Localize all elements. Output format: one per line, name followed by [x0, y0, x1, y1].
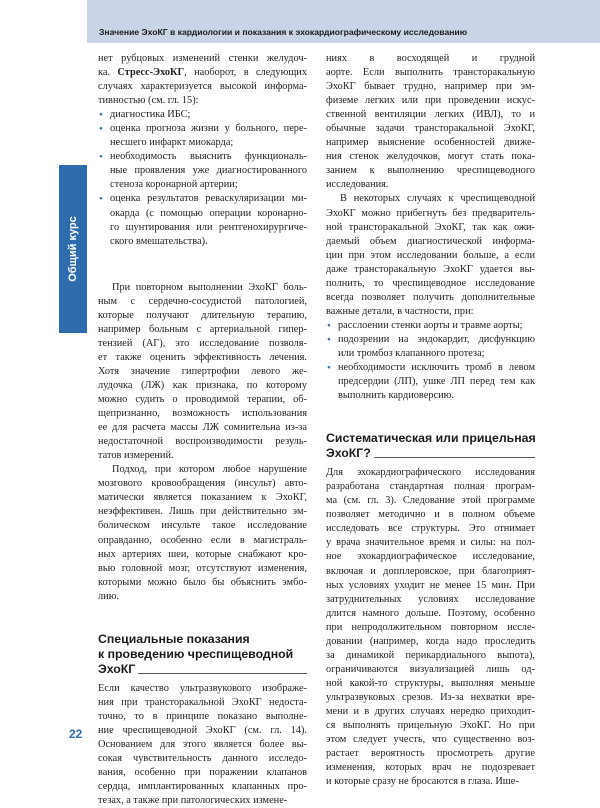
list-item — [98, 150, 307, 192]
text-line: ЭхоКГ можно прибегнуть без предваритель- — [326, 207, 535, 219]
text-line: растает вероятность просмотреть другие — [326, 748, 535, 760]
text-line: матически является показанием к ЭхоКГ, — [98, 492, 307, 504]
text-line: необходимость выяснить функциональ- — [110, 151, 307, 163]
left-column — [98, 52, 307, 808]
text-line: татов измерений. — [98, 450, 174, 462]
bullet-icon: • — [327, 333, 331, 346]
text-line: подозрении на эндокардит, дисфункцию — [338, 333, 535, 345]
text-line: тензией (АГ), это исследование позволя- — [98, 337, 307, 349]
indication-list — [98, 108, 307, 248]
text-line: например выяснение особенностей движе- — [326, 137, 535, 149]
heading-line: Специальные показания — [98, 631, 250, 646]
continued-paragraph — [326, 52, 535, 192]
systematic-paragraph — [326, 466, 535, 789]
text-line: Для эхокардиографического исследования — [326, 467, 535, 479]
bullet-icon: • — [99, 151, 103, 164]
text-line: сердца, имплантированных клапанных про- — [98, 781, 307, 793]
heading-line: Систематическая или прицельная — [326, 431, 536, 446]
intro-paragraph — [98, 52, 307, 108]
heading-rule — [138, 673, 307, 674]
text-line: Подход, при котором любое нарушение — [112, 464, 307, 476]
text-line: точно, то в принципе показано выполне- — [98, 710, 307, 722]
heading-rule — [374, 457, 535, 458]
list-item — [98, 192, 307, 248]
text-line: длится намного дольше. Поэтому, особенно — [326, 607, 535, 619]
text-line: ниях в восходящей и грудной — [326, 53, 535, 64]
list-item — [326, 361, 535, 403]
text-line: занием к выполнению чреспищеводного — [326, 165, 535, 177]
text-line: за динамикой перикардиального выпота), — [326, 649, 535, 661]
text-line: неэффективен. Лишь при действительно эм- — [98, 506, 307, 518]
heading-line — [326, 446, 535, 461]
right-column — [326, 52, 535, 789]
text-line: и которые сразу не бросаются в глаза. Ише- — [326, 776, 519, 788]
text-line: При повторном выполнении ЭхоКГ боль- — [112, 281, 307, 293]
text-line: разработана стандартная полная програм- — [326, 481, 535, 493]
heading-text: ЭхоКГ? — [326, 446, 371, 461]
stroke-paragraph — [98, 463, 307, 603]
text-line: ных артериях шеи, которые снабжают кро- — [98, 548, 307, 560]
text-line: ского вмешательства). — [110, 235, 208, 247]
text-line: болическом инсульте такое исследование — [98, 520, 307, 532]
text-line: нет рубцовых изменений стенки желудоч- — [98, 53, 307, 64]
text-line: ограничиваются визуализацией лишь од- — [326, 663, 535, 675]
list-item — [326, 333, 535, 361]
text-line: полнить, то чреспищеводное исследование — [326, 277, 535, 289]
section-heading-tee — [98, 632, 307, 682]
text-line: ных условиях уходит не менее 15 мин. При — [326, 579, 535, 591]
text-line: важные детали, в частности, при: — [326, 305, 474, 317]
text-line: лудочка (ЛЖ) как признака, по которому — [98, 379, 307, 391]
text-line: оценка прогноза жизни у больного, пере- — [110, 123, 307, 135]
list-item — [326, 319, 535, 333]
text-line: например больным с артериальной гипер- — [98, 323, 307, 335]
text-line: даемый объем диагностической информа- — [326, 235, 535, 247]
text-line: ультразвуковых срезов. Из-за нехватки вре- — [326, 691, 535, 703]
text-line: случаях характеризуется высокой информа- — [98, 81, 307, 93]
text-line: этом следует учесть, что существенно воз- — [326, 734, 535, 746]
tee-without-tte-paragraph — [326, 192, 535, 318]
text-line: ные проявления уже диагностированного — [110, 165, 307, 177]
tee-indication-list — [326, 319, 535, 403]
text-line: лию. — [98, 590, 120, 602]
section-heading-systematic — [326, 431, 535, 466]
text-line: или тромбоз клапанного протеза; — [338, 347, 485, 359]
bullet-icon: • — [99, 109, 103, 122]
text-line: аорте. Если выполнить трансторакальную — [326, 67, 535, 79]
text-line: тивностью (см. гл. 15): — [98, 95, 199, 107]
bullet-icon: • — [99, 193, 103, 206]
text-line: оправданно, особенно если в магистраль- — [98, 534, 307, 546]
text-line: обычные задачи трансторакальной ЭхоКГ, — [326, 123, 535, 135]
list-item — [98, 108, 307, 122]
text-line: всегда позволяет получить дополнительные — [326, 291, 535, 303]
text-line: расслоении стенки аорты и травме аорты; — [338, 319, 523, 331]
text-line: ся выполнять прицельную ЭхоКГ. Но при — [326, 720, 535, 732]
text-line: сокая чувствительность данного исследо- — [98, 752, 307, 764]
text-line: ние чреспищеводной ЭхоКГ (см. гл. 14). — [98, 724, 307, 736]
bullet-icon: • — [327, 319, 331, 332]
text-line: оценка результатов реваскуляризации ми- — [110, 193, 307, 205]
bullet-icon: • — [327, 362, 331, 375]
text-line: ка. Стресс-ЭхоКГ, наоборот, в следующих — [98, 67, 307, 79]
text-line: предсердии (ЛП), ушке ЛП перед тем как — [338, 376, 535, 388]
text-line: физеме легких или при проведении искус- — [326, 95, 535, 107]
text-line: мени и в других случаях нередко приходит- — [326, 705, 535, 717]
text-line: вания, особенно при поражении клапанов — [98, 767, 307, 779]
text-line: необходимости исключить тромб в левом — [338, 362, 535, 374]
list-item — [98, 122, 307, 150]
heading-line: к проведению чреспищеводной — [98, 646, 294, 661]
page-number: 22 — [69, 727, 83, 741]
text-line: Основанием для этого является более вы- — [98, 738, 307, 750]
text-line: щепризнанно, возможность использования — [98, 408, 307, 420]
text-line: исследовать все структуры. Это отнимает — [326, 523, 535, 535]
text-line: ственной вентиляции легких (ИВЛ), то и — [326, 109, 535, 121]
text-line: позволяет методично и в полном объеме — [326, 509, 535, 521]
text-line: ее для расчета массы ЛЖ сомнительна из-за — [98, 422, 307, 434]
text-line: мозгового кровообращения (инсульт) авто- — [98, 478, 307, 490]
text-line: ЭхоКГ бывает трудно, например при эм- — [326, 81, 535, 93]
text-line: можно судить о проводимой терапии, об- — [98, 394, 307, 406]
running-title: Значение ЭхоКГ в кардиологии и показания к эхокардиографическому исследованию — [99, 27, 468, 37]
heading-line — [98, 662, 307, 677]
text-line: у врача значительное время и силы: на пол- — [326, 537, 535, 549]
text-line: ной трансторакальной ЭхоКГ, так как ожи- — [326, 221, 535, 233]
text-line: стеноза коронарной артерии; — [110, 179, 238, 191]
bullet-icon: • — [99, 123, 103, 136]
text-line: ции при этом исследовании больше, а если — [326, 249, 535, 261]
text-line: го шунтирования или рентгенохирургиче- — [110, 221, 307, 233]
text-line: диагностика ИБС; — [110, 109, 191, 121]
text-line: тезах, а также при патологических измене- — [98, 795, 288, 807]
text-line: изменения, которых врач не подозревает — [326, 762, 535, 774]
text-line: ное эхокардиографическое исследование, — [326, 551, 535, 563]
text-line: ет также оценить эффективность лечения. — [98, 351, 307, 363]
text-line: ния стенок желудочков, могут стать пока- — [326, 151, 535, 163]
text-line: ным с сердечно-сосудистой патологией, — [98, 295, 307, 307]
text-line: ния при трансторакальной ЭхоКГ недоста- — [98, 696, 307, 708]
repeat-exam-paragraph — [98, 281, 307, 464]
text-line: В некоторых случаях к чреспищеводной — [340, 193, 535, 205]
text-line: ной какой-то структуры, выполняя меньше — [326, 677, 535, 689]
text-line: Хотя значение гипертрофии левого же- — [98, 365, 307, 377]
text-line: затруднительных условиях исследование — [326, 593, 535, 605]
heading-text: ЭхоКГ — [98, 661, 136, 676]
text-line: исследования. — [326, 179, 389, 191]
text-line: довании (например, когда надо проследить — [326, 635, 535, 647]
text-line: при непродолжительном повторном иссле- — [326, 621, 535, 633]
tee-paragraph — [98, 682, 307, 808]
text-line: которыми можно было бы объяснить эмбо- — [98, 576, 307, 588]
text-line: недостаточной воспроизводимости резуль- — [98, 436, 307, 448]
section-tab-label: Общий курс — [67, 216, 79, 282]
text-line: ма (см. гл. 3). Следование этой программе — [326, 495, 535, 507]
text-line: вью головной мозг, отсутствуют изменения, — [98, 562, 307, 574]
text-line: включая и допплеровское, при благоприят- — [326, 565, 535, 577]
text-line: окарда (с помощью операции коронарно- — [110, 207, 307, 219]
text-line: выполнить кардиоверсию. — [338, 390, 454, 402]
text-line: Если качество ультразвукового изображе- — [98, 682, 307, 694]
text-line: несшего инфаркт миокарда; — [110, 137, 234, 149]
text-line: которые получают длительную терапию, — [98, 309, 307, 321]
text-line: даже трансторакальную ЭхоКГ удается вы- — [326, 263, 535, 275]
